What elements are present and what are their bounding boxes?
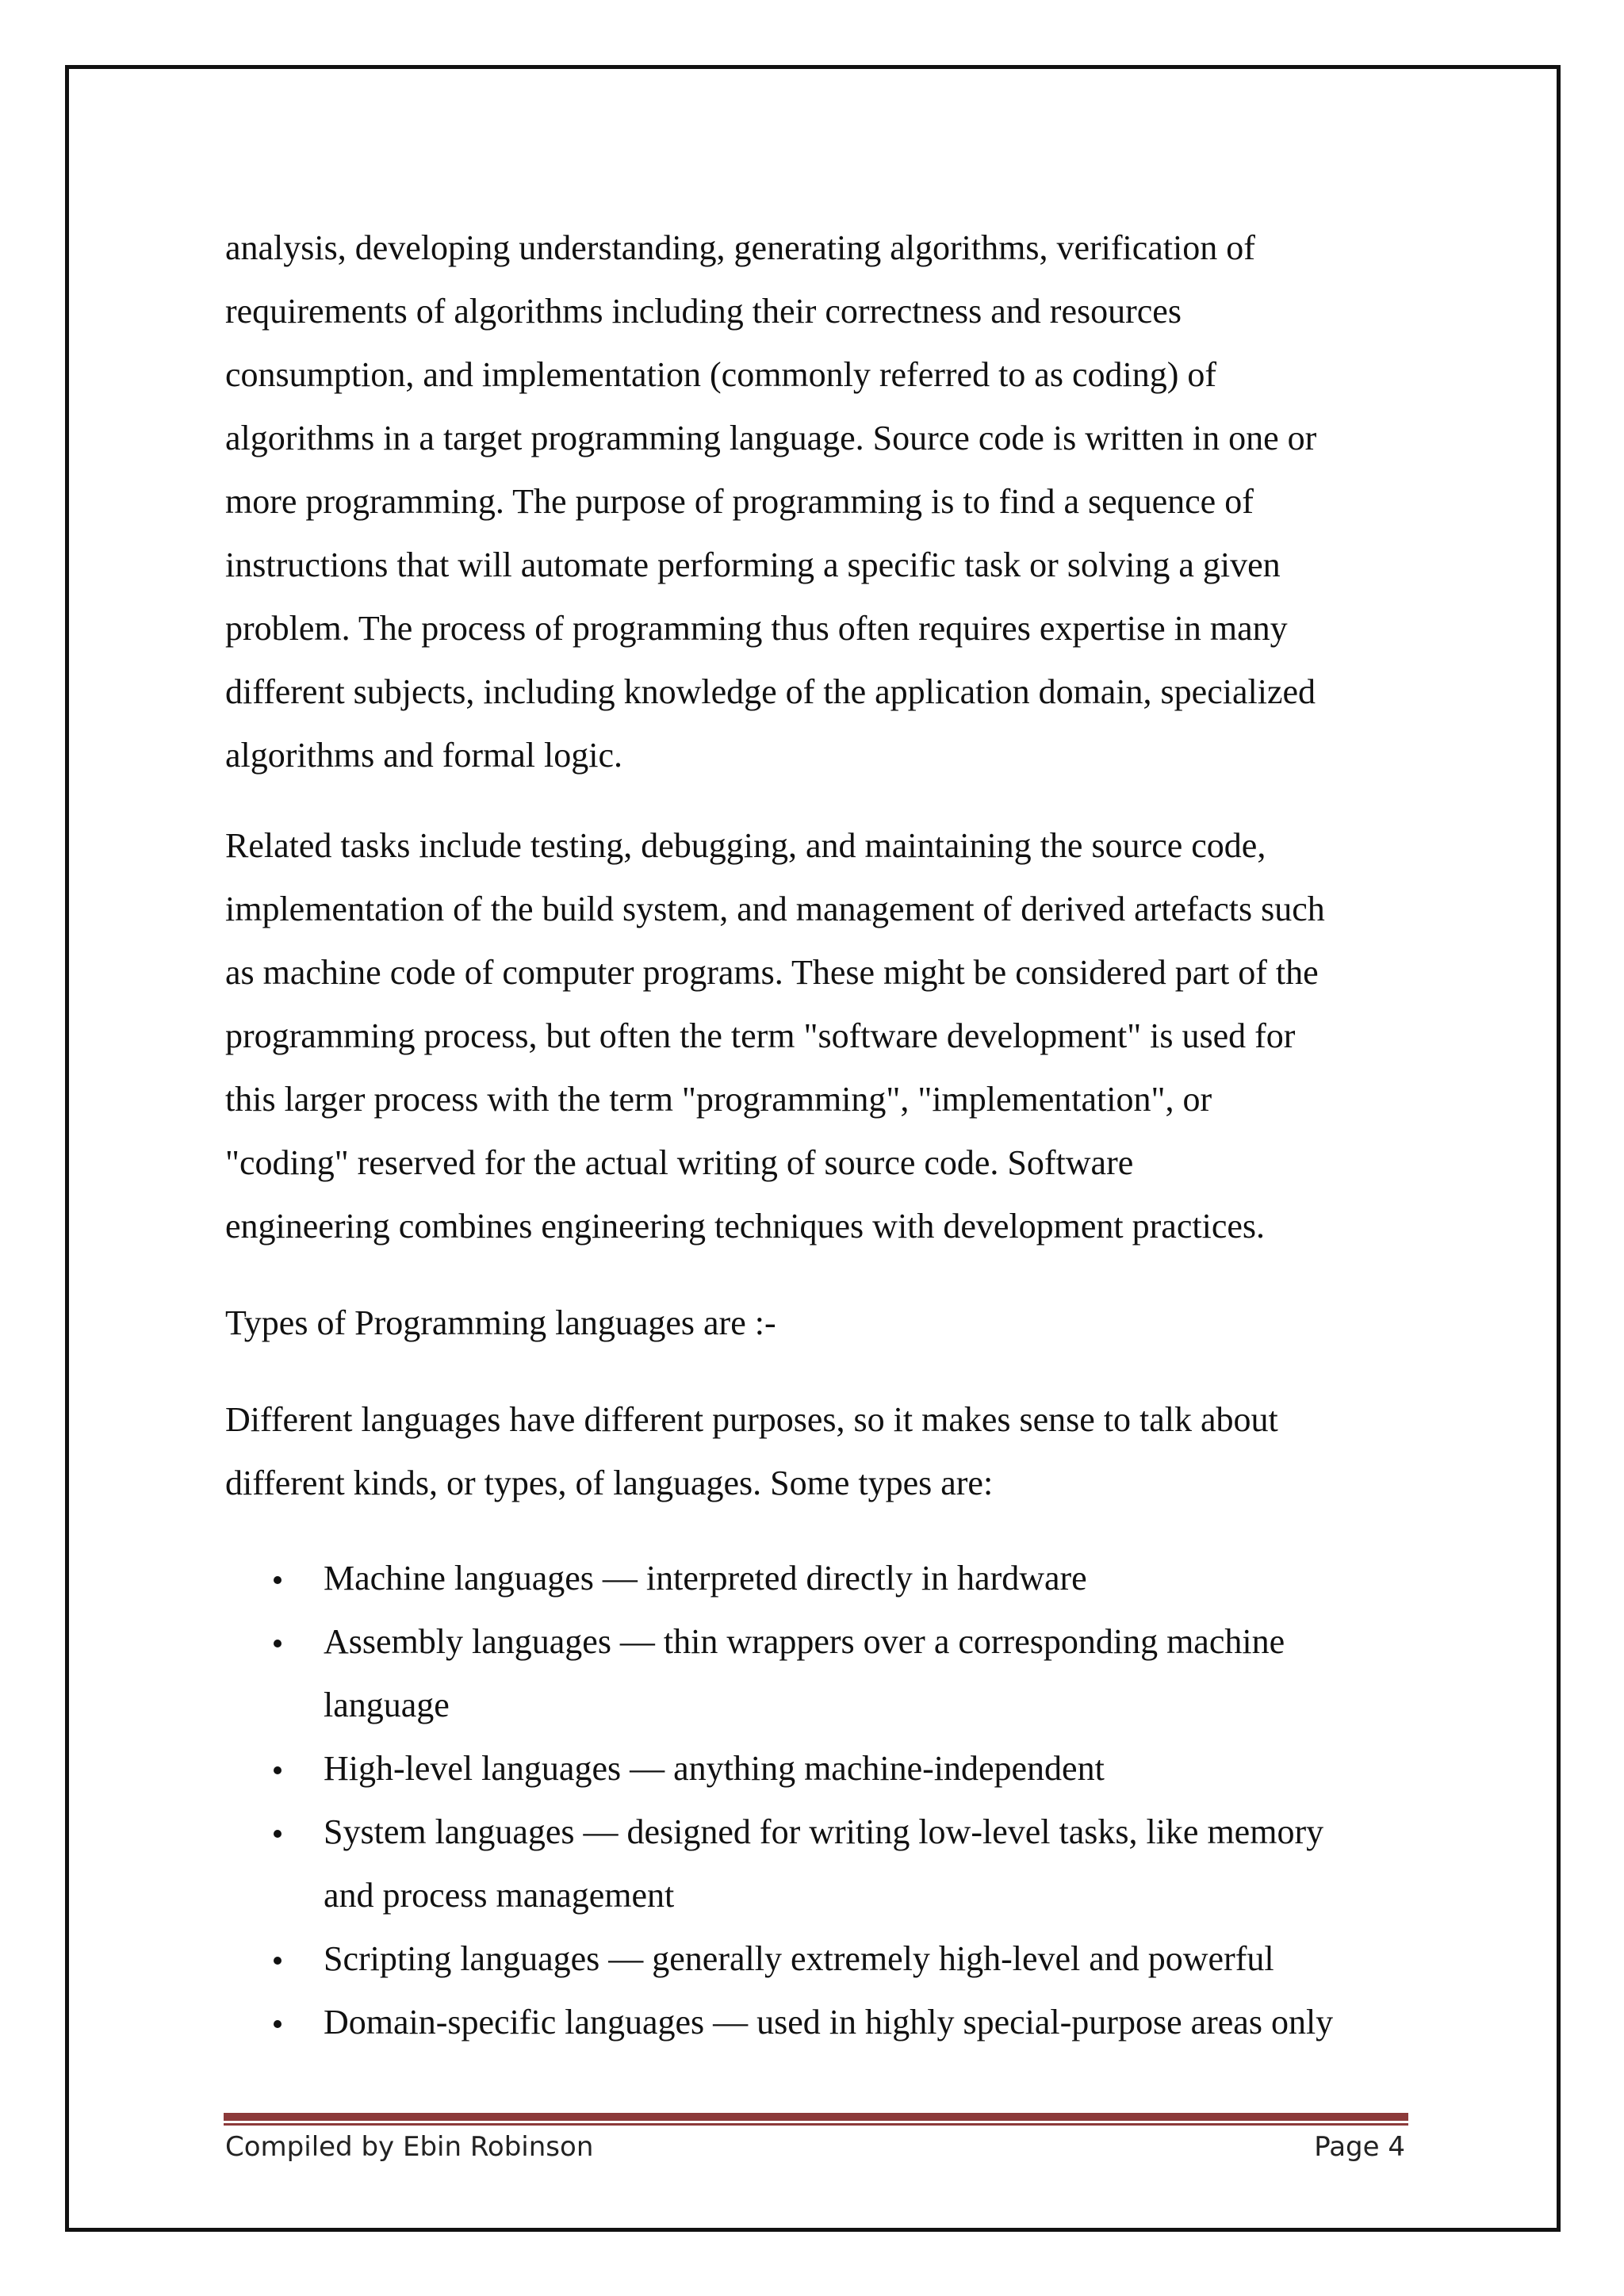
text-line: Types of Programming languages are :- xyxy=(225,1303,776,1342)
paragraph-related-tasks xyxy=(225,814,1399,1258)
paragraph-types-heading xyxy=(225,1292,1399,1355)
text-line: engineering combines engineering techniques with development practices. xyxy=(225,1207,1265,1246)
list-item-text: Domain-specific languages — used in highly special-purpose areas only xyxy=(324,2003,1334,2042)
list-item-text: High-level languages — anything machine-independent xyxy=(324,1749,1105,1788)
text-line: algorithms in a target programming language. Source code is written in one or xyxy=(225,419,1317,457)
text-line: Different languages have different purposes, so it makes sense to talk about xyxy=(225,1400,1278,1439)
list-item xyxy=(225,1737,1399,1800)
text-line: "coding" reserved for the actual writing of source code. Software xyxy=(225,1143,1134,1182)
list-item-text: Scripting languages — generally extremely high-level and powerful xyxy=(324,1939,1274,1978)
list-item-text: language xyxy=(324,1686,450,1724)
paragraph-programming-overview xyxy=(225,216,1399,787)
language-types-list xyxy=(225,1547,1399,2054)
footer-rule-thin xyxy=(224,2123,1408,2126)
list-item-text: Machine languages — interpreted directly in hardware xyxy=(324,1559,1087,1598)
text-line: implementation of the build system, and management of derived artefacts such xyxy=(225,890,1325,928)
bullet-icon xyxy=(274,1957,282,1965)
list-item xyxy=(225,1610,1399,1737)
text-line: problem. The process of programming thus often requires expertise in many xyxy=(225,609,1288,648)
list-item xyxy=(225,1800,1399,1927)
footer-rule xyxy=(224,2113,1408,2126)
text-line: different kinds, or types, of languages. Some types are: xyxy=(225,1464,994,1502)
bullet-icon xyxy=(274,1830,282,1838)
document-body xyxy=(225,216,1399,2054)
paragraph-different-languages xyxy=(225,1388,1399,1515)
text-line: analysis, developing understanding, generating algorithms, verification of xyxy=(225,228,1255,267)
text-line: Related tasks include testing, debugging, and maintaining the source code, xyxy=(225,826,1266,865)
bullet-icon xyxy=(274,2020,282,2028)
list-item xyxy=(225,1547,1399,1610)
page-number: Page 4 xyxy=(1314,2131,1405,2163)
text-line: different subjects, including knowledge of the application domain, specialized xyxy=(225,672,1316,711)
footer-author: Compiled by Ebin Robinson xyxy=(225,2131,594,2163)
bullet-icon xyxy=(274,1640,282,1647)
text-line: more programming. The purpose of programming is to find a sequence of xyxy=(225,482,1254,521)
list-item xyxy=(225,1927,1399,1991)
footer-rule-thick xyxy=(224,2113,1408,2121)
text-line: instructions that will automate performing a specific task or solving a given xyxy=(225,545,1281,584)
text-line: programming process, but often the term "software development" is used for xyxy=(225,1016,1296,1055)
text-line: requirements of algorithms including their correctness and resources xyxy=(225,292,1182,331)
bullet-icon xyxy=(274,1766,282,1774)
list-item-text: and process management xyxy=(324,1876,675,1915)
bullet-icon xyxy=(274,1576,282,1584)
text-line: algorithms and formal logic. xyxy=(225,736,622,775)
list-item-text: Assembly languages — thin wrappers over a corresponding machine xyxy=(324,1622,1285,1661)
list-item-text: System languages — designed for writing low-level tasks, like memory xyxy=(324,1812,1324,1851)
list-item xyxy=(225,1991,1399,2054)
text-line: this larger process with the term "programming", "implementation", or xyxy=(225,1080,1212,1119)
text-line: as machine code of computer programs. These might be considered part of the xyxy=(225,953,1319,992)
text-line: consumption, and implementation (commonly referred to as coding) of xyxy=(225,355,1217,394)
